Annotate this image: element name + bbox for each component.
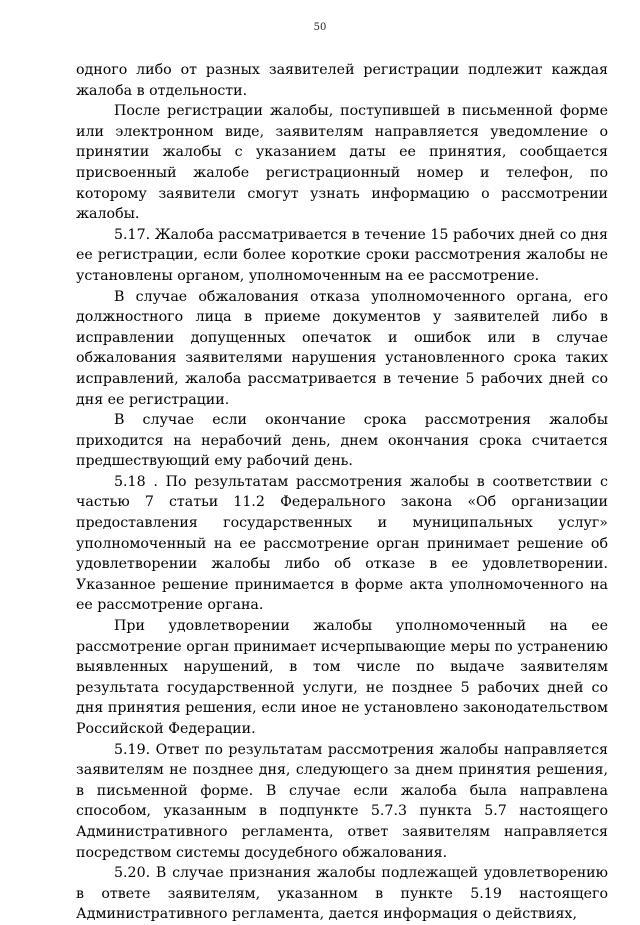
paragraph-5-17: 5.17. Жалоба рассматривается в течение 15 рабочих дней со дня ее регистрации, если более короткие сроки рассмотрения жалобы не установлены органом, уполномоченным на ее рассмотрение. <box>76 226 608 284</box>
paragraph-5-18: 5.18 . По результатам рассмотрения жалобы в соответствии с частью 7 статьи 11.2 Федерального закона «Об организации предоставления государственных и муниципальных услуг» уполномоченный на ее рассмотрение орган принимает решение об удовлетворении жалобы либо об отказе в ее удовлетворении. Указанное решение принимается в форме акта уполномоченного на ее рассмотрение органа. <box>76 473 608 614</box>
paragraph-continuation: одного либо от разных заявителей регистрации подлежит каждая жалоба в отдельности. <box>76 62 608 99</box>
paragraph-registration-notice: После регистрации жалобы, поступившей в письменной форме или электронном виде, заявителям направляется уведомление о принятии жалобы с указанием даты ее принятия, сообщается присвоенный жалобе регистрационный номер и телефон, по которому заявители смогут узнать информацию о рассмотрении жалобы. <box>76 103 608 223</box>
paragraph-non-working-day: В случае если окончание срока рассмотрения жалобы приходится на нерабочий день, днем окончания срока считается предшествующий ему рабочий день. <box>76 412 608 470</box>
page-number: 50 <box>313 22 327 33</box>
document-body <box>76 60 608 925</box>
paragraph-5-19: 5.19. Ответ по результатам рассмотрения жалобы направляется заявителям не позднее дня, следующего за днем принятия решения, в письменной форме. В случае если жалоба была направлена способом, указанным в подпункте 5.7.3 пункта 5.7 настоящего Административного регламента, ответ заявителям направляется посредством системы досудебного обжалования. <box>76 741 608 861</box>
paragraph-satisfaction-measures: При удовлетворении жалобы уполномоченный на ее рассмотрение орган принимает исчерпывающие меры по устранению выявленных нарушений, в том числе по выдаче заявителям результата государственной услуги, не позднее 5 рабочих дней со дня принятия решения, если иное не установлено законодательством Российской Федерации. <box>76 618 608 737</box>
paragraph-5-20: 5.20. В случае признания жалобы подлежащей удовлетворению в ответе заявителям, указанном в пункте 5.19 настоящего Административного регламента, дается информация о действиях, <box>76 865 608 923</box>
paragraph-refusal-appeal: В случае обжалования отказа уполномоченного органа, его должностного лица в приеме документов у заявителей либо в исправлении допущенных опечаток и ошибок или в случае обжалования заявителями нарушения установленного срока таких исправлений, жалоба рассматривается в течение 5 рабочих дней со дня ее регистрации. <box>76 288 608 408</box>
